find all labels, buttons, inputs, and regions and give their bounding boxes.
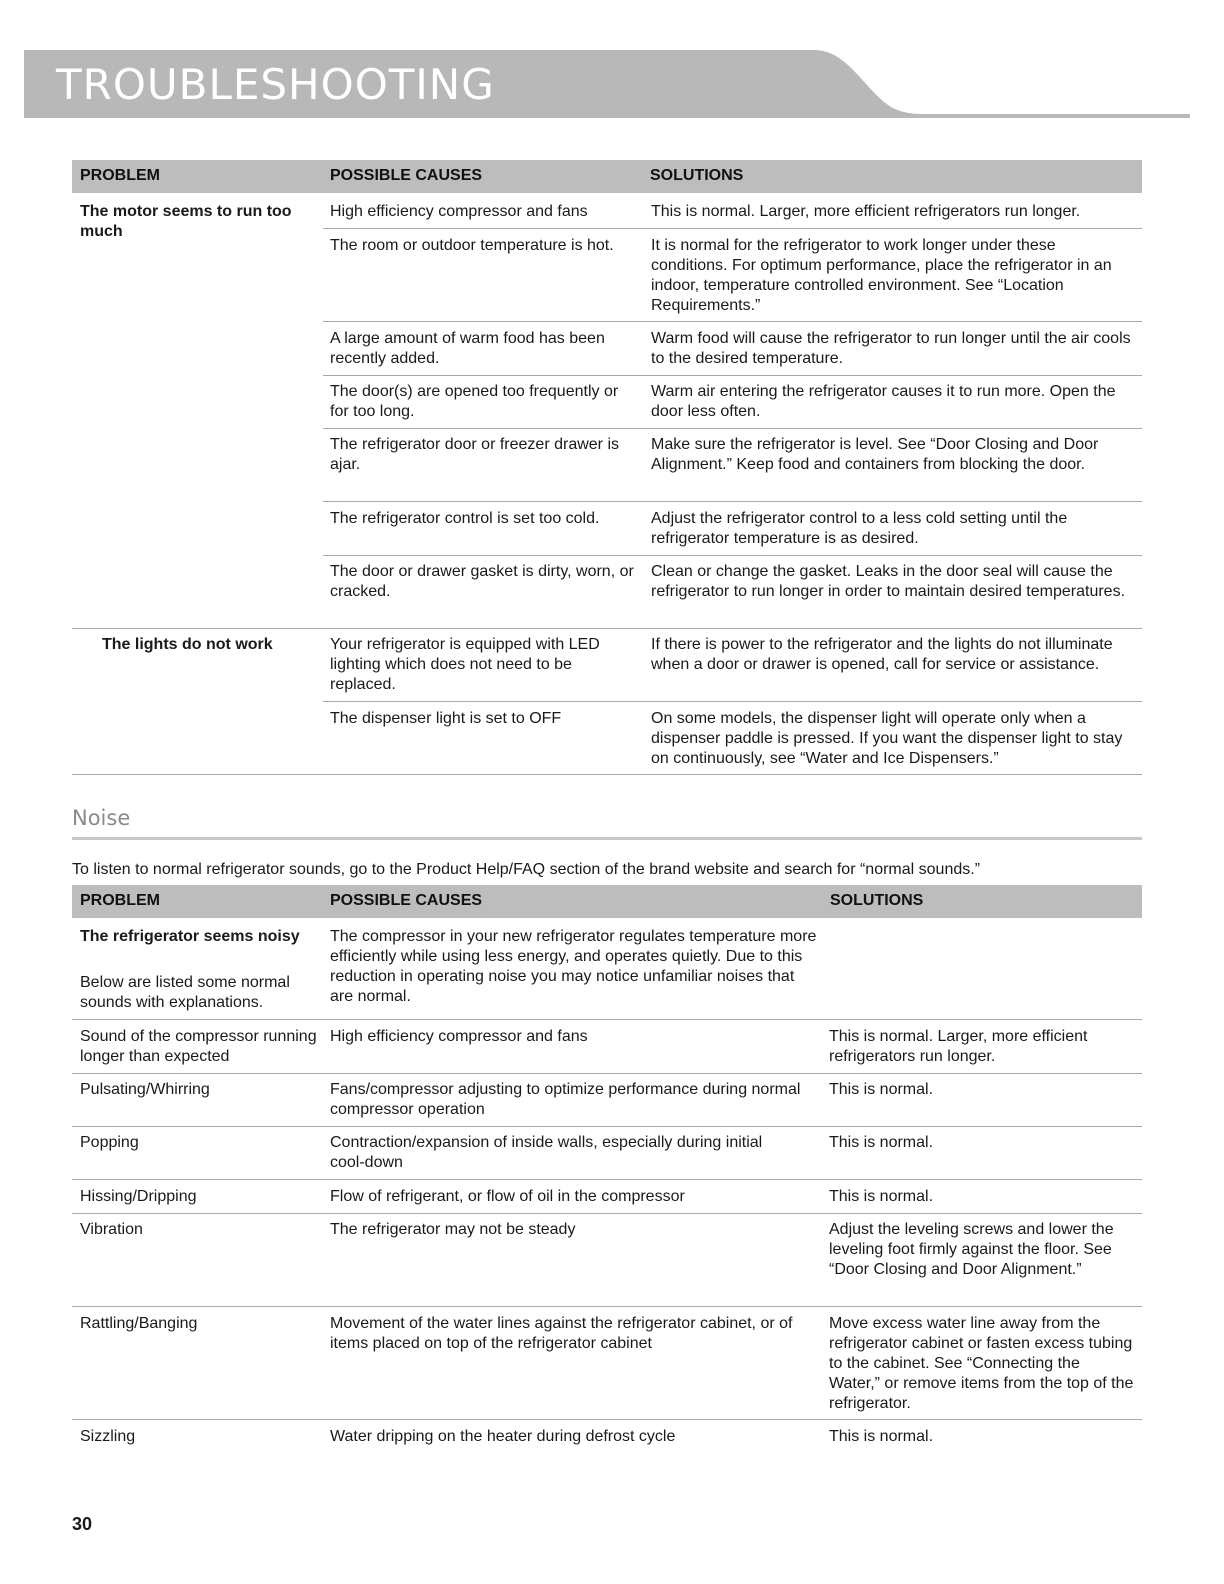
header-possible-causes: POSSIBLE CAUSES [330, 167, 483, 184]
problem-refrigerator-noisy: The refrigerator seems noisy [80, 928, 300, 945]
solution-cell: This is normal. [829, 1081, 934, 1098]
problem-cell: Rattling/Banging [80, 1315, 198, 1332]
header-solutions: SOLUTIONS [830, 892, 924, 909]
solution-cell: Move excess water line away from the refrigerator cabinet or fasten excess tubing to the cabinet. See “Connecting the Water,” or remove items from the top of the refrigerator. [829, 1315, 1134, 1412]
row-divider [72, 1126, 1142, 1127]
row-divider [72, 1019, 1142, 1020]
header-problem: PROBLEM [80, 892, 160, 909]
row-divider [72, 1419, 1142, 1420]
solution-cell: Adjust the refrigerator control to a less cold setting until the refrigerator temperature is as desired. [651, 510, 1068, 547]
cause-cell: High efficiency compressor and fans [330, 1028, 588, 1045]
problem-cell: Sound of the compressor running longer than expected [80, 1028, 317, 1065]
cause-cell: The refrigerator door or freezer drawer is ajar. [330, 436, 619, 473]
cause-cell: Flow of refrigerant, or flow of oil in the compressor [330, 1188, 685, 1205]
row-divider [323, 428, 1142, 429]
group-divider [72, 628, 1142, 629]
row-divider [323, 375, 1142, 376]
table-header [72, 885, 1142, 918]
cause-cell: The door(s) are opened too frequently or for too long. [330, 383, 619, 420]
problem-note: Below are listed some normal sounds with explanations. [80, 974, 290, 1011]
cause-cell: A large amount of warm food has been recently added. [330, 330, 605, 367]
cause-cell: Contraction/expansion of inside walls, especially during initial cool-down [330, 1134, 763, 1171]
cause-cell: The room or outdoor temperature is hot. [330, 237, 614, 254]
page-number: 30 [72, 1514, 93, 1534]
cause-cell: Your refrigerator is equipped with LED lighting which does not need to be replaced. [330, 636, 600, 693]
table-bottom-rule [72, 774, 1142, 775]
cause-cell: High efficiency compressor and fans [330, 203, 588, 220]
row-divider [72, 1213, 1142, 1214]
solution-cell: Warm air entering the refrigerator causes it to run more. Open the door less often. [651, 383, 1116, 420]
row-divider [72, 1073, 1142, 1074]
problem-cell: Vibration [80, 1221, 143, 1238]
cause-cell: The refrigerator may not be steady [330, 1221, 576, 1238]
row-divider [72, 1179, 1142, 1180]
solution-cell: This is normal. Larger, more efficient refrigerators run longer. [829, 1028, 1088, 1065]
row-divider [323, 501, 1142, 502]
page-title: TROUBLESHOOTING [56, 60, 495, 109]
solution-cell: Warm food will cause the refrigerator to run longer until the air cools to the desired temperature. [651, 330, 1131, 367]
solution-cell: This is normal. [829, 1188, 934, 1205]
row-divider [72, 1306, 1142, 1307]
solution-cell: Make sure the refrigerator is level. See “Door Closing and Door Alignment.” Keep food and containers from blocking the door. [651, 436, 1099, 473]
solution-cell: Clean or change the gasket. Leaks in the door seal will cause the refrigerator to run longer in order to maintain desired temperatures. [651, 563, 1126, 600]
solution-cell: This is normal. Larger, more efficient refrigerators run longer. [651, 203, 1081, 220]
solution-cell: If there is power to the refrigerator and the lights do not illuminate when a door or drawer is opened, call for service or assistance. [651, 636, 1113, 673]
problem-cell: Pulsating/Whirring [80, 1081, 210, 1098]
page-banner [24, 50, 1190, 120]
section-title-noise: Noise [72, 806, 131, 830]
solution-cell: This is normal. [829, 1134, 934, 1151]
row-divider [323, 555, 1142, 556]
header-problem: PROBLEM [80, 167, 160, 184]
cause-cell: The refrigerator control is set too cold. [330, 510, 600, 527]
row-divider [323, 701, 1142, 702]
problem-cell: Hissing/Dripping [80, 1188, 197, 1205]
header-solutions: SOLUTIONS [650, 167, 744, 184]
problem-cell: Sizzling [80, 1428, 136, 1445]
cause-cell: Movement of the water lines against the refrigerator cabinet, or of items placed on top of the refrigerator cabinet [330, 1315, 793, 1352]
row-divider [323, 228, 1142, 229]
cause-cell: The door or drawer gasket is dirty, worn, or cracked. [330, 563, 634, 600]
row-divider [323, 321, 1142, 322]
solution-cell: Adjust the leveling screws and lower the leveling foot firmly against the floor. See “Door Closing and Door Alignment.” [829, 1221, 1114, 1278]
solution-cell: This is normal. [829, 1428, 934, 1445]
solution-cell: It is normal for the refrigerator to work longer under these conditions. For optimum performance, place the refrigerator in an indoor, temperature controlled environment. See “Location Requirements.” [651, 237, 1112, 314]
cause-cell: The compressor in your new refrigerator regulates temperature more efficiently while using less energy, and operates quietly. Due to this reduction in operating noise you may notice unfamiliar noises that are normal. [330, 928, 817, 1005]
cause-cell: Fans/compressor adjusting to optimize performance during normal compressor operation [330, 1081, 801, 1118]
noise-intro-text: To listen to normal refrigerator sounds, go to the Product Help/FAQ section of the brand website and search for “normal sounds.” [72, 861, 981, 878]
cause-cell: Water dripping on the heater during defrost cycle [330, 1428, 676, 1445]
problem-motor-runs-too-much: The motor seems to run too much [80, 203, 292, 240]
problem-cell: Popping [80, 1134, 139, 1151]
solution-cell: On some models, the dispenser light will operate only when a dispenser paddle is pressed. If you want the dispenser light to stay on continuously, see “Water and Ice Dispensers.” [651, 710, 1123, 767]
table-header [72, 160, 1142, 193]
problem-lights-do-not-work: The lights do not work [102, 636, 273, 653]
cause-cell: The dispenser light is set to OFF [330, 710, 562, 727]
section-underline [72, 837, 1142, 840]
header-possible-causes: POSSIBLE CAUSES [330, 892, 483, 909]
